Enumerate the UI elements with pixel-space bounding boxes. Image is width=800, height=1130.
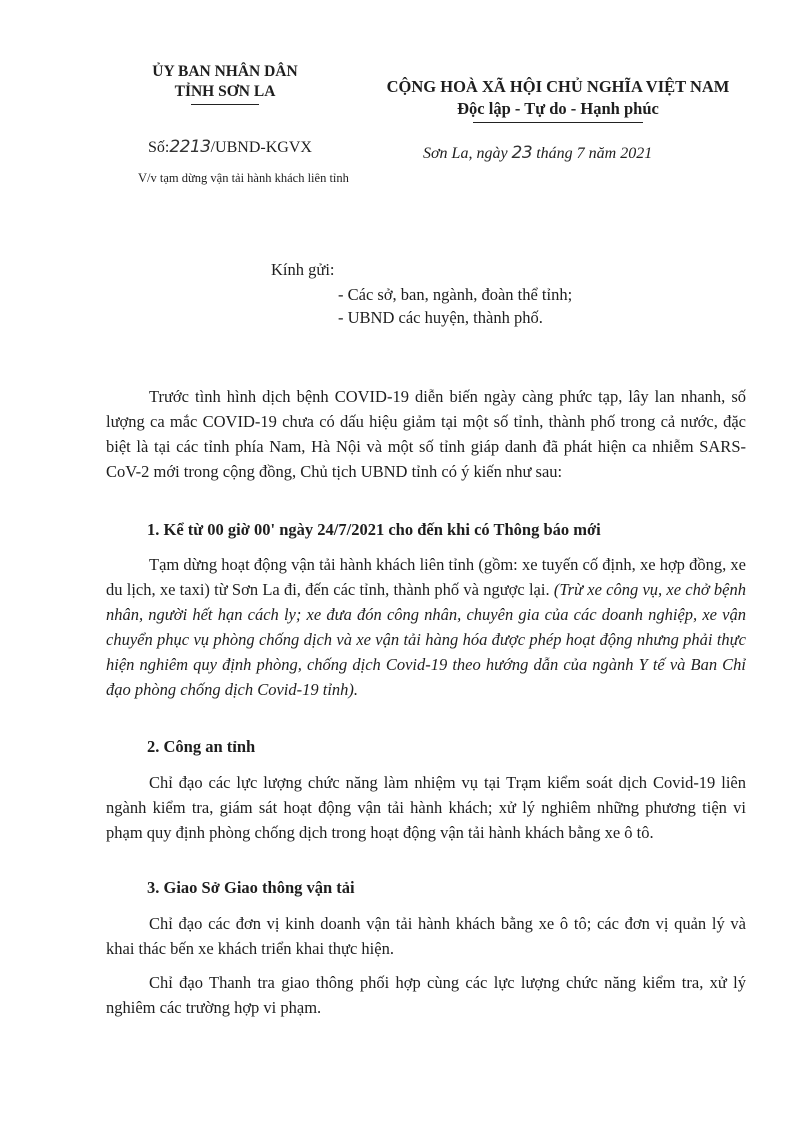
section-1-body xyxy=(106,552,746,702)
section-2-title: 2. Công an tỉnh xyxy=(147,737,256,756)
org-line-2: TỈNH SƠN LA xyxy=(174,83,276,100)
issuing-authority xyxy=(140,62,310,105)
motto-underline xyxy=(473,122,643,123)
document-number xyxy=(148,137,312,157)
section-3-title: 3. Giao Sở Giao thông vận tải xyxy=(147,878,355,897)
document-date xyxy=(423,143,652,163)
so-suffix: /UBND-KGVX xyxy=(210,139,312,156)
section-1-exceptions: (Trừ xe công vụ, xe chở bệnh nhân, người hết hạn cách ly; xe đưa đón công nhân, chuyên gia của các doanh nghiệp, xe vận chuyển phục vụ phòng chống dịch và xe vận tải hàng hóa được phép hoạt động nhưng phải thực hiện nghiêm quy định phòng, chống dịch Covid-19 theo hướng dẫn của ngành Y tế và Ban Chỉ đạo phòng chống dịch Covid-19 tỉnh). xyxy=(106,580,746,699)
recipient-line: - UBND các huyện, thành phố. xyxy=(338,308,543,327)
section-3-text-2: Chỉ đạo Thanh tra giao thông phối hợp cùng các lực lượng chức năng kiểm tra, xử lý nghiêm các trường hợp vi phạm. xyxy=(106,973,746,1017)
section-3-body xyxy=(106,911,746,961)
nation-line-2: Độc lập - Tự do - Hạnh phúc xyxy=(457,99,659,118)
intro-paragraph xyxy=(106,384,746,484)
org-underline xyxy=(191,104,259,105)
intro-text: Trước tình hình dịch bệnh COVID-19 diễn biến ngày càng phức tạp, lây lan nhanh, số lượng ca mắc COVID-19 chưa có dấu hiệu giảm tại một số tỉnh, thành phố trong cả nước, đặc biệt là tại các tỉnh phía Nam, Hà Nội và một số tỉnh giáp danh đã phát hiện ca nhiễm SARS-CoV-2 mới trong cộng đồng, Chủ tịch UBND tỉnh có ý kiến như sau: xyxy=(106,387,746,481)
handwritten-day: 23 xyxy=(511,143,533,163)
section-3-text: Chỉ đạo các đơn vị kinh doanh vận tải hành khách bằng xe ô tô; các đơn vị quản lý và khai thác bến xe khách triển khai thực hiện. xyxy=(106,914,746,958)
document-subject: V/v tạm dừng vận tải hành khách liên tỉnh xyxy=(138,171,349,185)
section-1-paragraph xyxy=(106,552,746,702)
section-1-title: 1. Kể từ 00 giờ 00' ngày 24/7/2021 cho đến khi có Thông báo mới xyxy=(147,520,601,539)
national-motto xyxy=(358,76,758,123)
section-2-body xyxy=(106,770,746,845)
org-line-1: ỦY BAN NHÂN DÂN xyxy=(152,63,298,80)
section-1-text: Tạm dừng hoạt động vận tải hành khách liên tỉnh (gồm: xe tuyến cố định, xe hợp đồng, xe du lịch, xe taxi) từ Sơn La đi, đến các tỉnh, thành phố và ngược lại. xyxy=(106,555,746,599)
date-prefix: Sơn La, ngày xyxy=(423,145,508,162)
section-3-body-2 xyxy=(106,970,746,1020)
section-2-text: Chỉ đạo các lực lượng chức năng làm nhiệm vụ tại Trạm kiểm soát dịch Covid-19 liên ngành kiểm tra, giám sát hoạt động vận tải hành khách; xử lý nghiêm những phương tiện vi phạm quy định phòng chống dịch trong hoạt động vận tải hành khách bằng xe ô tô. xyxy=(106,773,746,842)
nation-line-1: CỘNG HOÀ XÃ HỘI CHỦ NGHĨA VIỆT NAM xyxy=(386,77,730,96)
recipient-line: - Các sở, ban, ngành, đoàn thể tỉnh; xyxy=(338,285,573,304)
date-suffix: tháng 7 năm 2021 xyxy=(536,145,653,162)
greeting: Kính gửi: xyxy=(271,260,335,279)
handwritten-number: 2213 xyxy=(169,137,211,157)
so-prefix: Số: xyxy=(148,139,170,156)
